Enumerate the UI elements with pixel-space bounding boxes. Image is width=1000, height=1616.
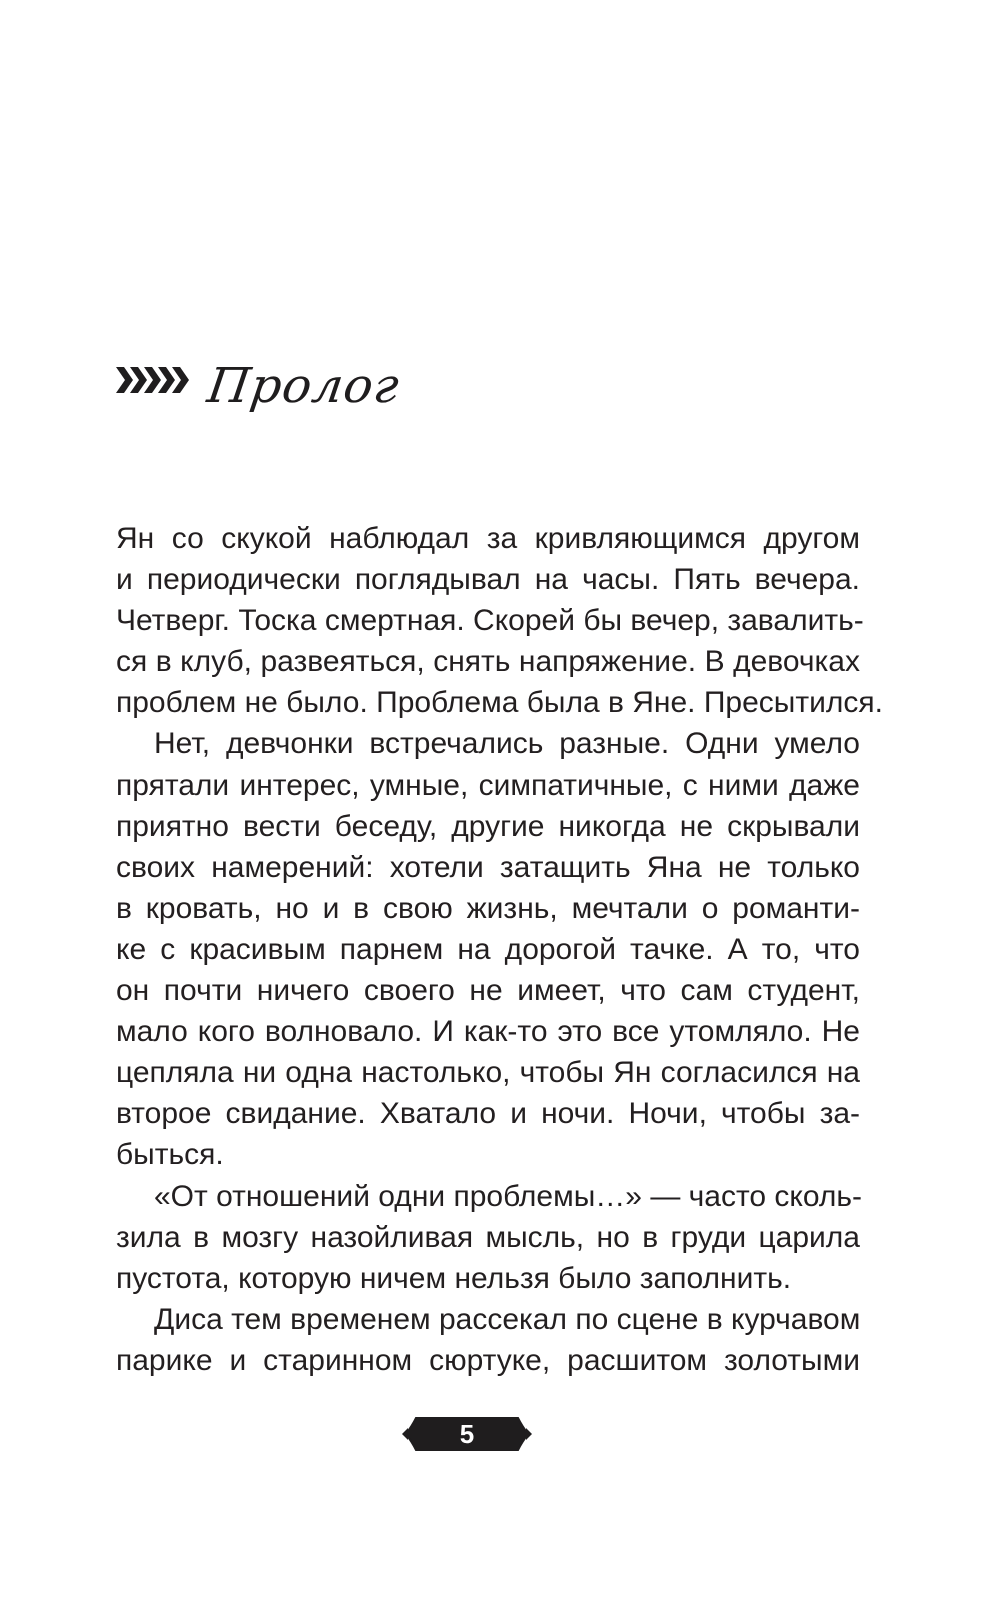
text-line: «От отношений одни проблемы…» — часто сколь- xyxy=(154,1179,863,1213)
text-line: проблем не было. Проблема была в Яне. Пресытился. xyxy=(116,686,883,720)
text-line: своих намерений: хотели затащить Яна не только xyxy=(116,850,860,884)
body-text xyxy=(116,518,883,1381)
chevrons-icon xyxy=(116,365,190,395)
text-line: Диса тем временем рассекал по сцене в курчавом xyxy=(154,1302,861,1336)
text-line: Ян со скукой наблюдал за кривляющимся другом xyxy=(116,522,860,555)
text-line: парике и старинном сюртуке, расшитом золотыми xyxy=(116,1343,860,1377)
page-number-badge xyxy=(402,1412,532,1456)
text-line: и периодически поглядывал на часы. Пять вечера. xyxy=(116,563,860,597)
text-line: быться. xyxy=(116,1138,224,1172)
text-line: он почти ничего своего не имеет, что сам студент, xyxy=(116,974,860,1008)
page-number: 5 xyxy=(459,1419,475,1449)
text-line: зила в мозгу назойливая мысль, но в груди царила xyxy=(116,1220,860,1254)
text-line: ся в клуб, развеяться, снять напряжение. В девочках xyxy=(116,645,860,679)
chapter-heading xyxy=(116,340,404,420)
text-line: Нет, девчонки встречались разные. Одни умело xyxy=(154,727,860,761)
text-line: прятали интерес, умные, симпатичные, с ними даже xyxy=(116,768,860,802)
chapter-title: Пролог xyxy=(204,358,404,414)
text-line: цепляла ни одна настолько, чтобы Ян согласился на xyxy=(116,1056,860,1090)
text-line: мало кого волновало. И как-то это все утомляло. Не xyxy=(116,1015,860,1049)
text-line: второе свидание. Хватало и ночи. Ночи, чтобы за- xyxy=(116,1097,860,1131)
text-line: ке с красивым парнем на дорогой тачке. А то, что xyxy=(116,932,860,966)
text-line: приятно вести беседу, другие никогда не скрывали xyxy=(116,809,860,843)
text-line: пустота, которую ничем нельзя было заполнить. xyxy=(116,1261,792,1295)
text-line: Четверг. Тоска смертная. Скорей бы вечер, завалить- xyxy=(116,604,864,638)
text-line: в кровать, но и в свою жизнь, мечтали о романти- xyxy=(116,891,860,925)
